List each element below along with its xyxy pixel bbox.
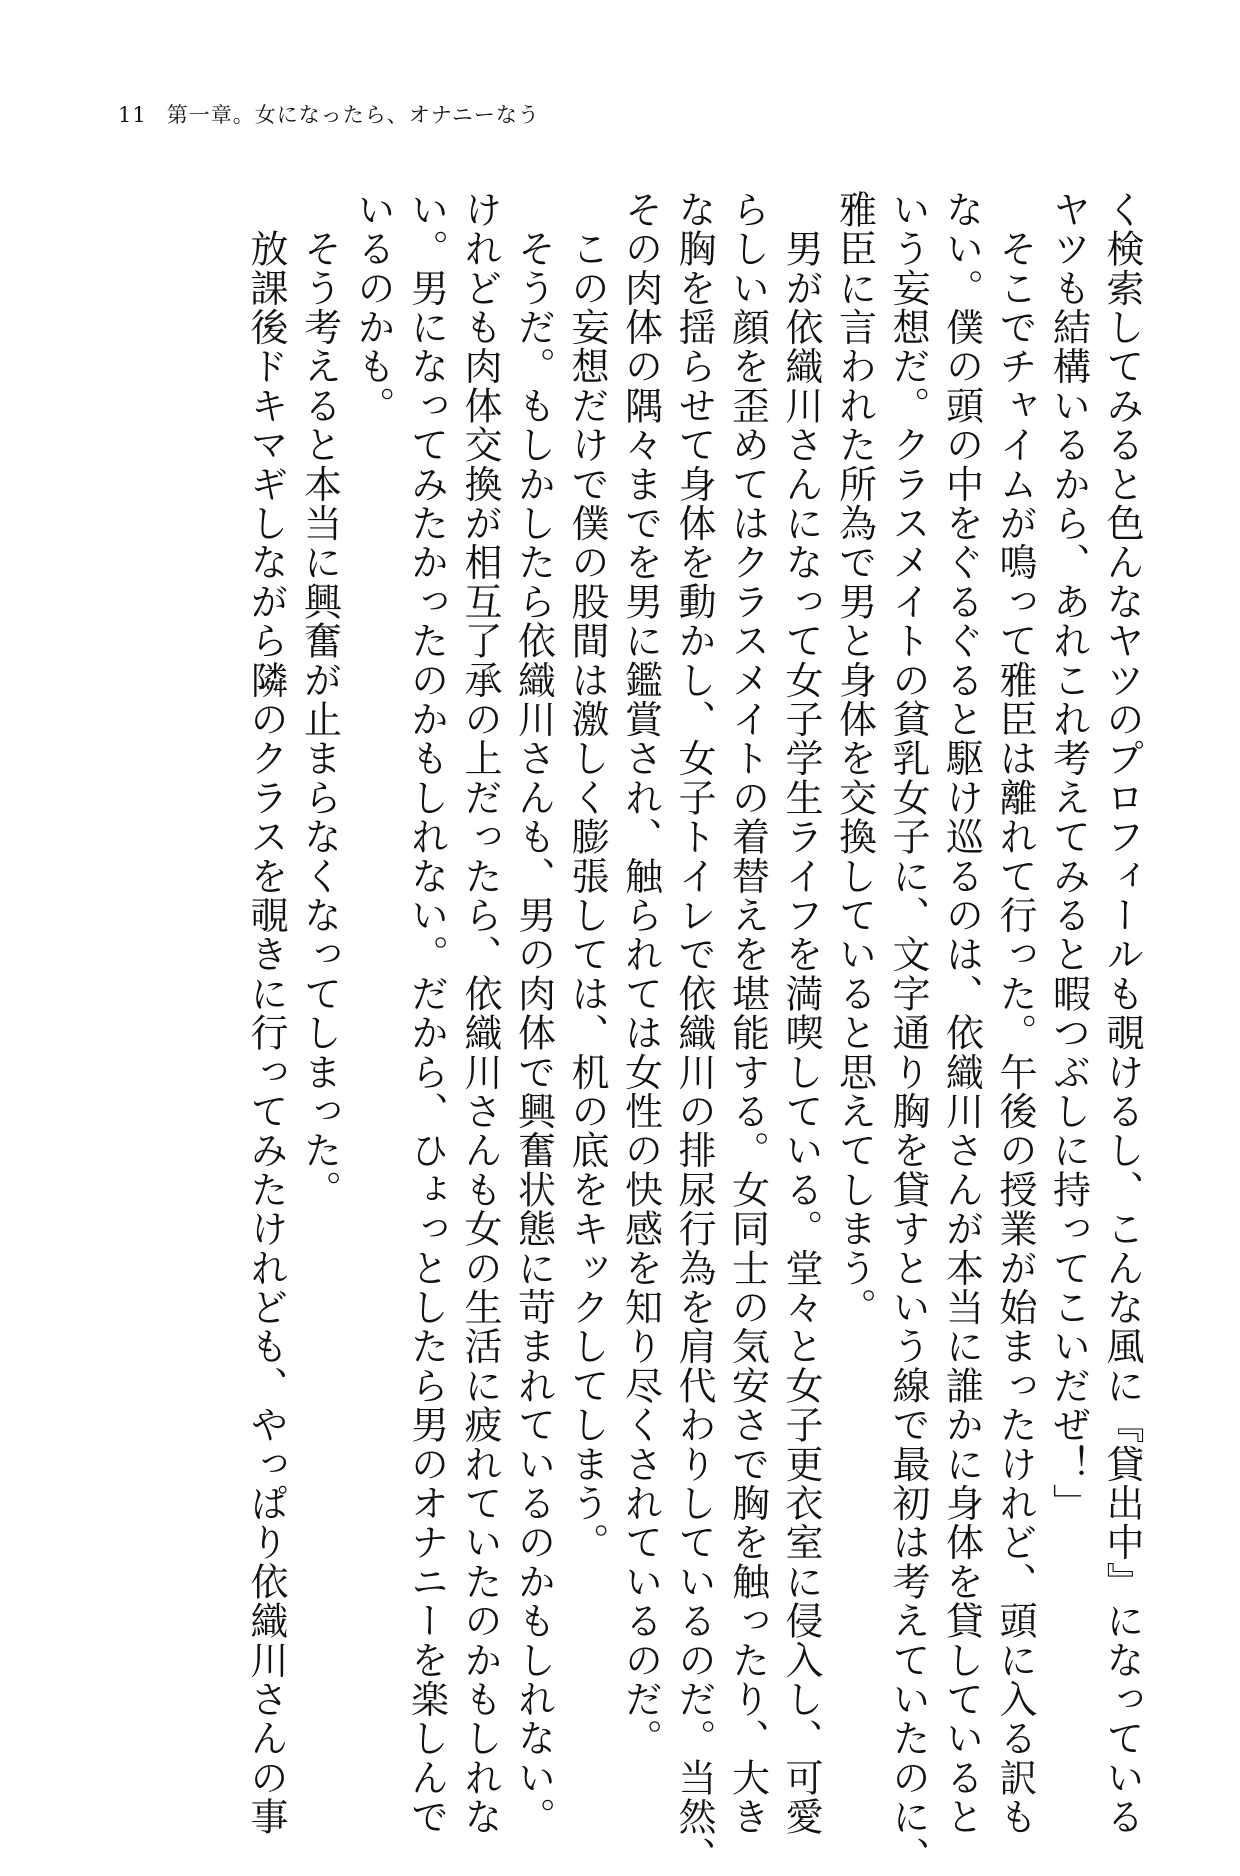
text-line: この妄想だけで僕の股間は激しく膨張しては、机の底をキックしてしまう。 — [565, 190, 609, 1562]
chapter-title: 第一章。女になったら、オナニーなう — [166, 103, 540, 127]
text-line: いるのかも。 — [351, 190, 395, 426]
text-line: ない。僕の頭の中をぐるぐると駆け巡るのは、依織川さんが本当に誰かに身体を貸していると — [939, 190, 984, 1837]
text-line: 雅臣に言われた所為で男と身体を交換していると思えてしまう。 — [832, 190, 877, 1327]
text-line: い。男になってみたかったのかもしれない。だから、ひょっとしたら男のオナニーを楽しんで — [404, 190, 449, 1837]
text-line: そうだ。もしかしたら依織川さんも、男の肉体で興奮状態に苛まれているのかもしれない。 — [511, 190, 556, 1837]
text-line: そう考えると本当に興奮が止まらなくなってしまった。 — [297, 190, 342, 1210]
page-number: 11 — [118, 103, 147, 127]
text-line: らしい顔を歪めてはクラスメイトの着替えを堪能する。女同士の気安さで胸を触ったり、大き — [725, 190, 770, 1837]
text-line: そこでチャイムが鳴って雅臣は離れて行った。午後の授業が始まったけれど、頭に入る訳も — [993, 190, 1037, 1837]
text-line: 男が依織川さんになって女子学生ライフを満喫している。堂々と女子更衣室に侵入し、可愛 — [779, 190, 823, 1837]
text-line: な胸を揺らせて身体を動かし、女子トイレで依織川の排尿行為を肩代わりしているのだ。当然、 — [672, 190, 716, 1876]
text-line: ヤツも結構いるから、あれこれ考えてみると暇つぶしに持ってこいだぜ！」 — [1046, 190, 1091, 1523]
body-text — [239, 190, 1149, 1876]
running-header — [118, 100, 540, 130]
text-line: いう妄想だ。クラスメイトの貧乳女子に、文字通り胸を貸すという線で最初は考えていたのに、 — [886, 190, 930, 1876]
text-line: けれども肉体交換が相互了承の上だったら、依織川さんも女の生活に疲れていたのかもしれな — [458, 190, 502, 1837]
text-line: 放課後ドキマギしながら隣のクラスを覗きに行ってみたけれども、やっぱり依織川さんの事 — [244, 190, 288, 1837]
text-line: く検索してみると色んなヤツのプロフィールも覗けるし、こんな風に『貸出中』になっている — [1100, 190, 1144, 1837]
text-line: その肉体の隅々までを男に鑑賞され、触られては女性の快感を知り尽くされているのだ。 — [618, 190, 663, 1758]
